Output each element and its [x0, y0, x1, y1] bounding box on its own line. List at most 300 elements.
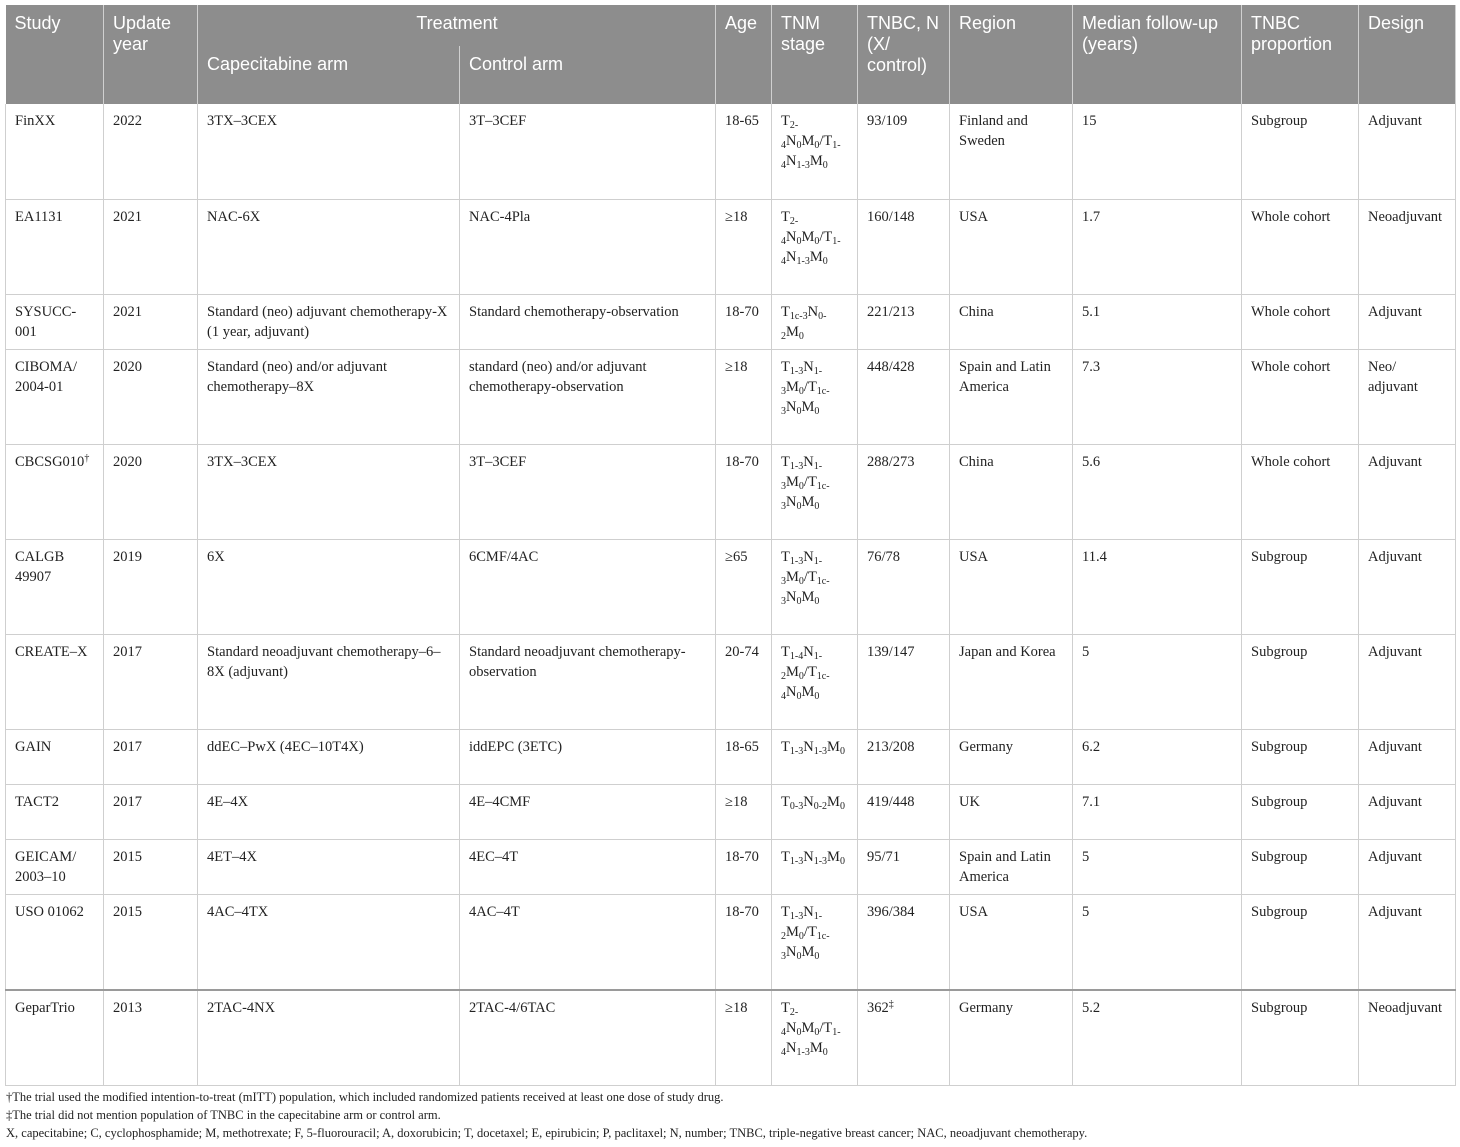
cell-update-year-text: 2019 [113, 548, 142, 565]
cell-capecitabine-arm [198, 729, 460, 784]
tnm-subscript: 0 [814, 1027, 820, 1038]
cell-design-text: Adjuvant [1368, 903, 1422, 920]
cell-design-text: Adjuvant [1368, 643, 1422, 660]
tnm-letter: T [807, 473, 817, 490]
tnm-subscript: 1c-3 [789, 310, 808, 322]
cell-age [716, 839, 772, 894]
cell-design [1359, 634, 1456, 729]
tnm-letter: T [823, 133, 833, 149]
cell-tnbc-n [858, 784, 950, 839]
cell-update-year [104, 444, 198, 539]
cell-median-follow-up [1073, 784, 1242, 839]
cell-tnbc-n [858, 199, 950, 294]
tnm-subscript: 1-3 [796, 1047, 810, 1058]
cell-median-follow-up-text: 5.6 [1082, 453, 1101, 470]
table-row [6, 894, 1456, 990]
cell-control-arm-text: Standard neoadjuvant chemotherapy-observation [469, 643, 686, 680]
cell-study-text: CALGB 49907 [15, 548, 65, 585]
cell-study [6, 539, 104, 634]
cell-median-follow-up-text: 7.1 [1082, 793, 1101, 810]
tnm-letter: T [781, 848, 790, 865]
cell-capecitabine-arm [198, 894, 460, 990]
cell-median-follow-up [1073, 729, 1242, 784]
tnm-letter: T [781, 453, 790, 470]
tnm-subscript: 0-2 [813, 800, 828, 812]
cell-study-footnote-mark: † [84, 452, 90, 464]
table-header [6, 5, 1456, 104]
cell-capecitabine-arm [198, 294, 460, 349]
tnm-subscript: 1-3 [789, 855, 804, 867]
cell-control-arm [460, 199, 716, 294]
tnm-subscript: 0 [796, 405, 802, 417]
tnm-subscript: 0 [796, 1027, 802, 1038]
header-tnbc-proportion: TNBC proportion [1242, 5, 1359, 104]
header-update-year: Update year [104, 5, 198, 104]
tnm-subscript: 0 [798, 385, 804, 397]
cell-tnbc-proportion [1242, 294, 1359, 349]
cell-study [6, 444, 104, 539]
tnm-subscript: 1-3 [789, 555, 804, 567]
cell-capecitabine-arm-text: ddEC–PwX (4EC–10T4X) [207, 738, 364, 755]
header-treatment: Treatment [198, 5, 716, 46]
cell-design [1359, 539, 1456, 634]
cell-tnm-stage [772, 634, 858, 729]
cell-control-arm-text: 3T–3CEF [469, 453, 527, 470]
tnm-subscript: 0 [814, 500, 820, 512]
tnm-letter: N [803, 738, 814, 755]
tnm-subscript: 1-4 [781, 235, 841, 267]
cell-age-text: ≥18 [725, 358, 748, 375]
cell-capecitabine-arm [198, 349, 460, 444]
cell-design-text: Adjuvant [1368, 548, 1422, 565]
tnm-letter: / [819, 133, 824, 149]
tnm-letter: M [827, 793, 840, 810]
header-study: Study [6, 5, 104, 104]
tnm-letter: T [807, 568, 817, 585]
cell-capecitabine-arm [198, 990, 460, 1085]
cell-design-text: Adjuvant [1368, 113, 1422, 129]
cell-age-text: 18-70 [725, 303, 759, 320]
cell-control-arm [460, 294, 716, 349]
tnm-letter: T [807, 923, 817, 940]
cell-control-arm-text: NAC-4Pla [469, 208, 531, 225]
cell-design-text: Adjuvant [1368, 793, 1422, 810]
cell-study [6, 990, 104, 1085]
tnm-subscript: 1c-3 [781, 930, 830, 962]
cell-region-text: USA [959, 903, 989, 920]
cell-study-text: CREATE–X [15, 643, 88, 660]
tnm-letter: N [786, 153, 797, 169]
cell-tnm-stage [772, 784, 858, 839]
cell-control-arm [460, 894, 716, 990]
cell-tnbc-proportion [1242, 839, 1359, 894]
cell-control-arm-text: 4AC–4T [469, 903, 520, 920]
cell-median-follow-up [1073, 839, 1242, 894]
tnm-subscript: 0 [822, 160, 828, 171]
cell-update-year [104, 729, 198, 784]
cell-region [950, 349, 1073, 444]
cell-design-text: Adjuvant [1368, 453, 1422, 470]
cell-tnbc-n [858, 444, 950, 539]
tnm-letter: M [786, 323, 799, 340]
cell-region-text: USA [959, 208, 989, 225]
tnm-letter: N [786, 683, 797, 700]
cell-region-text: Finland and Sweden [959, 113, 1028, 149]
table-row [6, 104, 1456, 199]
tnm-letter: N [803, 453, 814, 470]
tnm-letter: M [786, 663, 799, 680]
table-row [6, 294, 1456, 349]
cell-median-follow-up [1073, 104, 1242, 199]
cell-tnbc-n [858, 634, 950, 729]
footnote-dagger: †The trial used the modified intention-to-treat (mITT) population, which included randomized patients received at least one dose of study drug. [6, 1090, 724, 1104]
cell-tnbc-n [858, 894, 950, 990]
tnm-letter: / [819, 1020, 824, 1036]
tnm-subscript: 0 [796, 690, 802, 702]
tnm-subscript: 0 [796, 235, 802, 247]
cell-age [716, 539, 772, 634]
tnm-letter: M [786, 473, 799, 490]
cell-median-follow-up [1073, 539, 1242, 634]
cell-tnm-stage [772, 349, 858, 444]
cell-median-follow-up [1073, 894, 1242, 990]
tnm-subscript: 0 [814, 595, 820, 607]
tnm-letter: / [803, 568, 808, 585]
cell-tnbc-proportion-text: Whole cohort [1251, 303, 1331, 320]
cell-tnbc-n-text: 419/448 [867, 793, 915, 810]
cell-region [950, 729, 1073, 784]
table-row [6, 539, 1456, 634]
cell-tnbc-n-text: 448/428 [867, 358, 915, 375]
footnote-double-dagger: ‡The trial did not mention population of TNBC in the capecitabine arm or control arm. [6, 1108, 441, 1122]
header-tnm-stage: TNM stage [772, 5, 858, 104]
tnm-subscript: 0 [798, 575, 804, 587]
cell-update-year [104, 894, 198, 990]
tnm-subscript: 2-4 [781, 1007, 799, 1038]
tnm-subscript: 2-4 [781, 120, 799, 151]
cell-tnbc-proportion [1242, 444, 1359, 539]
cell-control-arm-text: 6CMF/4AC [469, 548, 539, 565]
cell-tnm-stage [772, 894, 858, 990]
cell-update-year-text: 2022 [113, 113, 142, 129]
table-row [6, 349, 1456, 444]
cell-tnbc-n-text: 160/148 [867, 208, 915, 225]
tnm-letter: N [786, 1040, 797, 1056]
tnm-letter: / [803, 923, 808, 940]
cell-tnbc-proportion [1242, 539, 1359, 634]
cell-design-text: Neoadjuvant [1368, 1000, 1443, 1016]
tnm-subscript: 1-3 [789, 745, 804, 757]
cell-control-arm [460, 104, 716, 199]
tnm-letter: T [807, 378, 817, 395]
cell-median-follow-up [1073, 294, 1242, 349]
cell-median-follow-up-text: 5 [1082, 643, 1090, 660]
cell-tnbc-n [858, 729, 950, 784]
tnm-letter: M [809, 1040, 823, 1056]
table-row [6, 784, 1456, 839]
cell-age-text: 18-65 [725, 738, 759, 755]
tnm-letter: T [781, 548, 790, 565]
cell-tnbc-proportion-text: Whole cohort [1251, 208, 1331, 225]
cell-update-year-text: 2013 [113, 1000, 142, 1016]
tnm-subscript: 1-3 [781, 460, 823, 492]
footnotes [5, 1088, 1455, 1142]
tnm-subscript: 0 [814, 140, 820, 151]
cell-age [716, 104, 772, 199]
cell-tnbc-proportion-text: Subgroup [1251, 548, 1308, 565]
cell-median-follow-up-text: 11.4 [1082, 548, 1107, 565]
tnm-letter: M [801, 228, 815, 245]
cell-region [950, 634, 1073, 729]
cell-tnbc-proportion [1242, 729, 1359, 784]
tnm-letter: N [803, 848, 814, 865]
tnm-letter: / [803, 663, 808, 680]
table-row [6, 990, 1456, 1085]
tnm-letter: T [823, 228, 833, 245]
cell-design-text: Adjuvant [1368, 848, 1422, 865]
tnm-subscript: 1-3 [781, 365, 823, 397]
cell-control-arm-text: standard (neo) and/or adjuvant chemotherapy-observation [469, 358, 647, 395]
cell-design [1359, 444, 1456, 539]
cell-tnbc-n-text: 76/78 [867, 548, 901, 565]
cell-update-year-text: 2020 [113, 358, 142, 375]
cell-median-follow-up-text: 6.2 [1082, 738, 1101, 755]
cell-region-text: UK [959, 793, 980, 810]
tnm-letter: M [786, 378, 799, 395]
cell-tnbc-n [858, 104, 950, 199]
cell-tnbc-proportion [1242, 990, 1359, 1085]
tnm-letter: N [803, 358, 814, 375]
cell-tnbc-proportion [1242, 349, 1359, 444]
cell-control-arm-text: 3T–3CEF [469, 113, 527, 129]
tnm-subscript: 2-4 [781, 215, 799, 247]
tnm-subscript: 0 [798, 930, 804, 942]
header-capecitabine-arm: Capecitabine arm [198, 46, 460, 104]
cell-age-text: ≥65 [725, 548, 748, 565]
cell-update-year-text: 2017 [113, 793, 142, 810]
cell-design [1359, 839, 1456, 894]
tnm-subscript: 1-3 [789, 460, 804, 472]
cell-capecitabine-arm-text: 2TAC-4NX [207, 1000, 276, 1016]
tnm-subscript: 1-4 [789, 650, 804, 662]
cell-tnm-stage [772, 729, 858, 784]
tnm-subscript: 0 [814, 690, 820, 702]
tnm-subscript: 0 [798, 480, 804, 492]
tnm-subscript: 0 [822, 1047, 828, 1058]
header-median-follow-up: Median follow-up (years) [1073, 5, 1242, 104]
cell-age-text: 18-70 [725, 453, 759, 470]
tnm-letter: N [786, 133, 797, 149]
tnm-subscript: 1-4 [781, 140, 841, 171]
cell-region-text: Germany [959, 738, 1013, 755]
header-tnbc-n: TNBC, N (X/ control) [858, 5, 950, 104]
cell-tnbc-n [858, 839, 950, 894]
tnm-subscript: 0 [814, 405, 820, 417]
cell-capecitabine-arm-text: 4ET–4X [207, 848, 257, 865]
cell-tnbc-proportion [1242, 894, 1359, 990]
cell-design [1359, 104, 1456, 199]
cell-tnm-stage [772, 199, 858, 294]
tnm-letter: N [803, 903, 814, 920]
tnm-letter: N [786, 943, 797, 960]
cell-update-year-text: 2021 [113, 303, 142, 320]
cell-tnbc-n-footnote-mark: ‡ [888, 999, 894, 1010]
cell-capecitabine-arm [198, 444, 460, 539]
table-row [6, 729, 1456, 784]
cell-update-year [104, 199, 198, 294]
tnm-subscript: 1-3 [789, 365, 804, 377]
tnm-subscript: 1-4 [781, 1027, 841, 1058]
cell-design-text: Neo/ adjuvant [1368, 358, 1418, 395]
cell-study-text: TACT2 [15, 793, 59, 810]
tnm-letter: / [819, 228, 824, 245]
tnm-letter: M [801, 588, 815, 605]
cell-region-text: Germany [959, 1000, 1013, 1016]
tnm-letter: M [786, 568, 799, 585]
cell-age [716, 294, 772, 349]
cell-design [1359, 294, 1456, 349]
cell-study [6, 894, 104, 990]
tnm-letter: / [803, 378, 808, 395]
cell-tnm-stage [772, 444, 858, 539]
cell-capecitabine-arm-text: 3TX–3CEX [207, 113, 278, 129]
cell-tnbc-n-text: 396/384 [867, 903, 915, 920]
tnm-letter: N [803, 643, 814, 660]
tnm-subscript: 1-2 [781, 650, 823, 682]
cell-study-text: GAIN [15, 738, 52, 755]
cell-design [1359, 199, 1456, 294]
tnm-letter: M [801, 398, 815, 415]
tnm-letter: T [781, 113, 790, 129]
cell-tnbc-n-text: 221/213 [867, 303, 915, 320]
cell-tnbc-n-text: 362 [867, 1000, 889, 1016]
cell-tnbc-n [858, 294, 950, 349]
tnm-subscript: 1-2 [781, 910, 823, 942]
cell-median-follow-up-text: 5 [1082, 903, 1090, 920]
cell-capecitabine-arm-text: Standard (neo) and/or adjuvant chemotherapy–8X [207, 358, 387, 395]
cell-capecitabine-arm-text: NAC-6X [207, 208, 261, 225]
cell-study [6, 634, 104, 729]
cell-region [950, 199, 1073, 294]
tnm-subscript: 0 [814, 950, 820, 962]
tnm-letter: N [786, 1020, 797, 1036]
tnm-letter: T [781, 1000, 790, 1016]
cell-tnm-stage [772, 839, 858, 894]
cell-median-follow-up [1073, 349, 1242, 444]
cell-median-follow-up [1073, 199, 1242, 294]
cell-control-arm [460, 349, 716, 444]
cell-capecitabine-arm-text: Standard (neo) adjuvant chemotherapy-X (1 year, adjuvant) [207, 303, 448, 340]
cell-update-year [104, 349, 198, 444]
table-row [6, 634, 1456, 729]
cell-study-text: CIBOMA/ 2004-01 [15, 358, 78, 395]
tnm-subscript: 1-3 [796, 255, 810, 267]
cell-tnbc-proportion [1242, 634, 1359, 729]
cell-tnbc-n-text: 95/71 [867, 848, 901, 865]
cell-age [716, 894, 772, 990]
tnm-subscript: 1-3 [789, 910, 804, 922]
tnm-letter: M [827, 738, 840, 755]
cell-age [716, 990, 772, 1085]
tnm-subscript: 0 [796, 140, 802, 151]
cell-median-follow-up [1073, 634, 1242, 729]
cell-region [950, 104, 1073, 199]
cell-update-year-text: 2015 [113, 903, 142, 920]
header-control-arm: Control arm [460, 46, 716, 104]
cell-median-follow-up [1073, 444, 1242, 539]
tnm-letter: M [801, 683, 815, 700]
cell-tnbc-proportion-text: Subgroup [1251, 738, 1308, 755]
cell-age-text: 18-70 [725, 848, 759, 865]
cell-tnbc-proportion-text: Subgroup [1251, 903, 1308, 920]
tnm-letter: N [803, 793, 814, 810]
cell-median-follow-up-text: 15 [1082, 113, 1097, 129]
cell-age [716, 729, 772, 784]
tnm-subscript: 0 [839, 800, 845, 812]
tnm-letter: M [827, 848, 840, 865]
tnm-letter: M [809, 248, 823, 265]
cell-age [716, 784, 772, 839]
cell-age-text: ≥18 [725, 793, 748, 810]
cell-median-follow-up-text: 5.1 [1082, 303, 1101, 320]
tnm-subscript: 0 [798, 670, 804, 682]
cell-age-text: ≥18 [725, 1000, 748, 1016]
cell-tnbc-n [858, 349, 950, 444]
cell-region [950, 839, 1073, 894]
cell-tnbc-n-text: 213/208 [867, 738, 915, 755]
cell-control-arm [460, 784, 716, 839]
cell-design-text: Adjuvant [1368, 738, 1422, 755]
cell-study-text: EA1131 [15, 208, 63, 225]
cell-capecitabine-arm [198, 104, 460, 199]
cell-capecitabine-arm-text: 4AC–4TX [207, 903, 269, 920]
cell-age [716, 634, 772, 729]
tnm-letter: M [786, 923, 799, 940]
header-age: Age [716, 5, 772, 104]
tnm-letter: N [786, 493, 797, 510]
cell-age [716, 444, 772, 539]
tnm-subscript: 0 [796, 500, 802, 512]
cell-study [6, 784, 104, 839]
cell-tnbc-proportion [1242, 784, 1359, 839]
cell-age-text: 18-70 [725, 903, 759, 920]
tnm-letter: N [786, 228, 797, 245]
tnm-letter: M [801, 943, 815, 960]
cell-tnm-stage [772, 539, 858, 634]
cell-control-arm-text: 4EC–4T [469, 848, 519, 865]
tnm-letter: T [823, 1020, 833, 1036]
cell-age-text: 18-65 [725, 113, 759, 129]
tnm-letter: T [781, 903, 790, 920]
cell-tnbc-proportion-text: Subgroup [1251, 1000, 1308, 1016]
cell-capecitabine-arm-text: 4E–4X [207, 793, 249, 810]
tnm-letter: M [801, 493, 815, 510]
cell-capecitabine-arm [198, 199, 460, 294]
tnm-letter: N [786, 398, 797, 415]
table-row [6, 839, 1456, 894]
cell-tnbc-n [858, 539, 950, 634]
cell-update-year [104, 104, 198, 199]
cell-tnbc-proportion [1242, 104, 1359, 199]
cell-region [950, 294, 1073, 349]
cell-region-text: USA [959, 548, 989, 565]
cell-tnbc-proportion [1242, 199, 1359, 294]
tnm-subscript: 1-3 [781, 555, 823, 587]
tnm-letter: T [807, 663, 817, 680]
table-row [6, 444, 1456, 539]
tnm-subscript: 0 [798, 330, 804, 342]
tnm-subscript: 0 [796, 950, 802, 962]
